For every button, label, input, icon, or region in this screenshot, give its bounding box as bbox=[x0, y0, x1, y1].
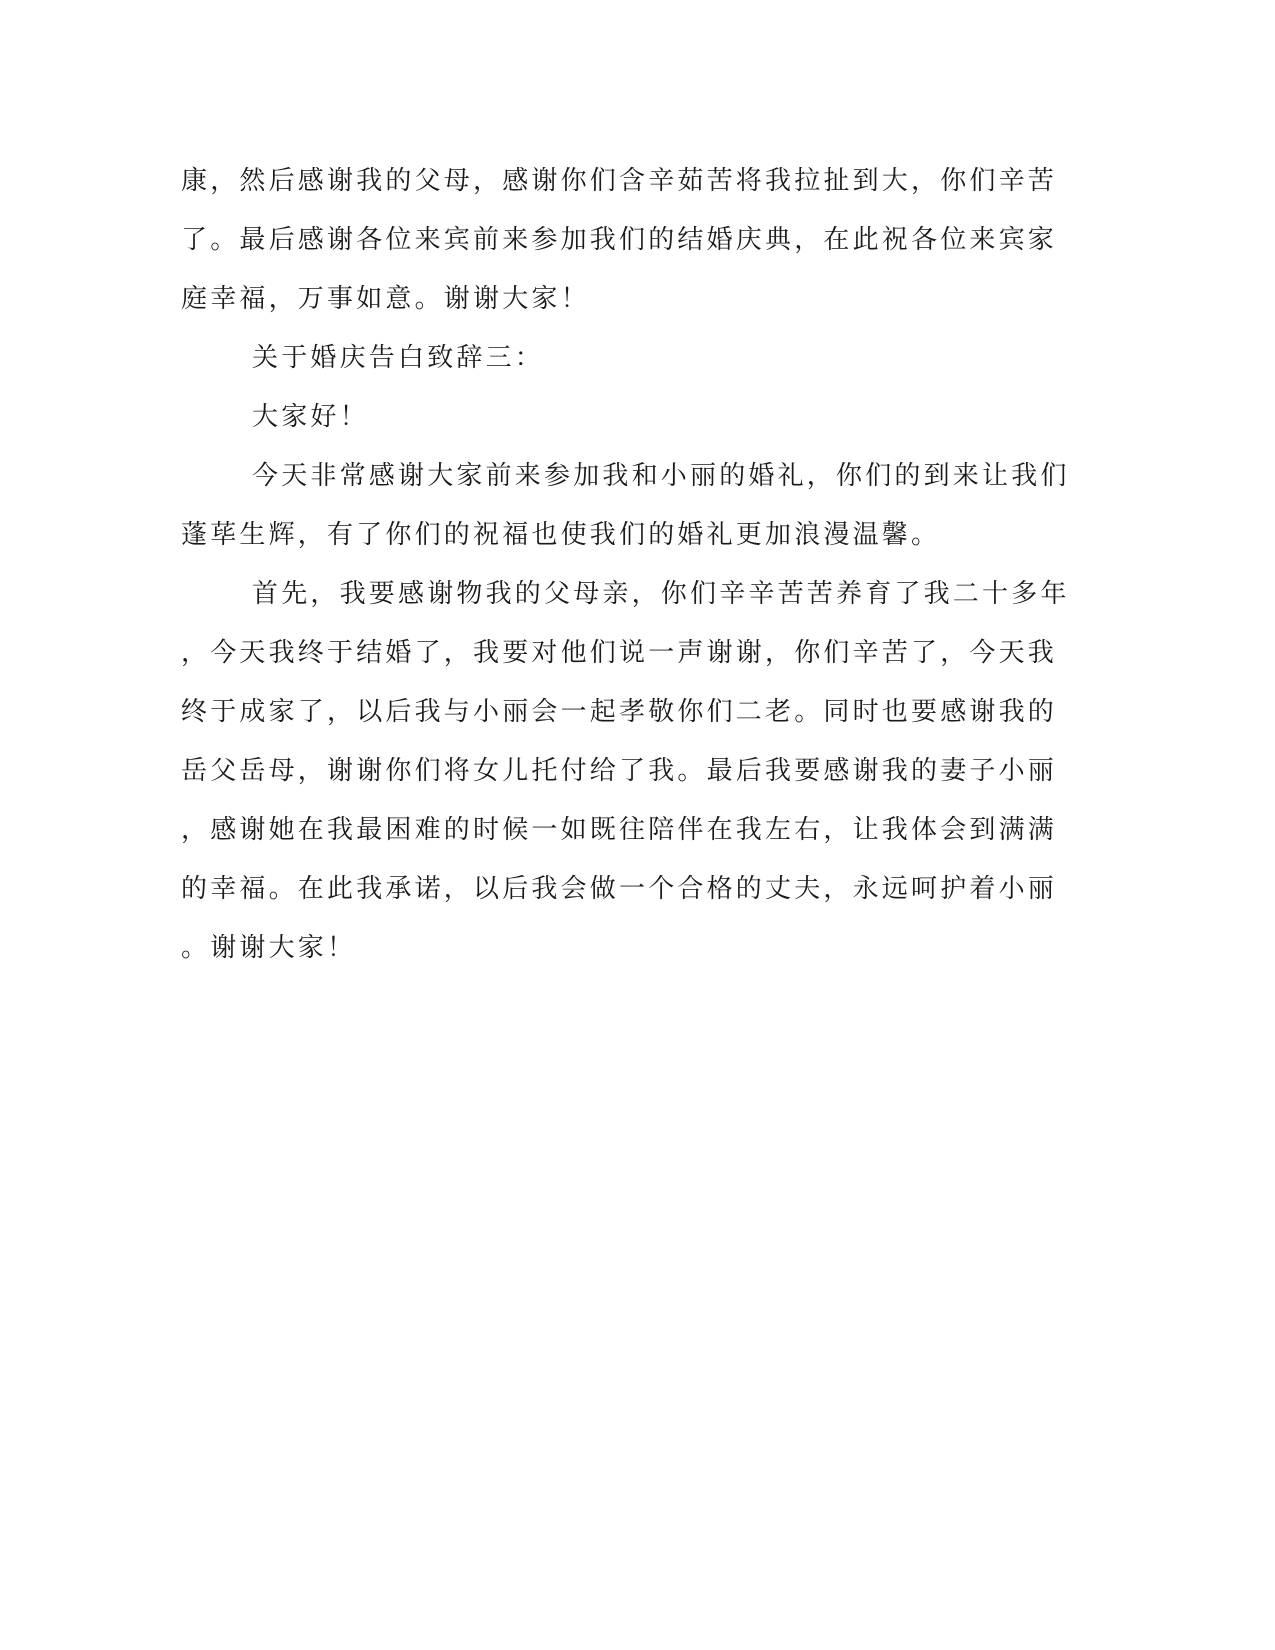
paragraph-line: ，今天我终于结婚了，我要对他们说一声谢谢，你们辛苦了，今天我 bbox=[181, 638, 1058, 668]
paragraph-line: 了。最后感谢各位来宾前来参加我们的结婚庆典，在此祝各位来宾家 bbox=[181, 225, 1058, 255]
paragraph-line: 今天非常感谢大家前来参加我和小丽的婚礼，你们的到来让我们 bbox=[252, 461, 1070, 491]
paragraph-line: 首先，我要感谢物我的父母亲，你们辛辛苦苦养育了我二十多年 bbox=[252, 579, 1070, 609]
paragraph-line: 岳父岳母，谢谢你们将女儿托付给了我。最后我要感谢我的妻子小丽 bbox=[181, 756, 1058, 786]
paragraph-line: 康，然后感谢我的父母，感谢你们含辛茹苦将我拉扯到大，你们辛苦 bbox=[181, 166, 1058, 196]
paragraph-line: ，感谢她在我最困难的时候一如既往陪伴在我左右，让我体会到满满 bbox=[181, 815, 1058, 845]
paragraph-line: 蓬荜生辉，有了你们的祝福也使我们的婚礼更加浪漫温馨。 bbox=[181, 520, 941, 550]
paragraph-line: 庭幸福，万事如意。谢谢大家！ bbox=[181, 284, 590, 314]
paragraph-line: 终于成家了，以后我与小丽会一起孝敬你们二老。同时也要感谢我的 bbox=[181, 697, 1058, 727]
section-heading: 关于婚庆告白致辞三： bbox=[252, 343, 545, 373]
greeting-line: 大家好！ bbox=[252, 402, 369, 432]
paragraph-line: 的幸福。在此我承诺，以后我会做一个合格的丈夫，永远呵护着小丽 bbox=[181, 874, 1058, 904]
paragraph-line: 。谢谢大家！ bbox=[181, 933, 357, 963]
